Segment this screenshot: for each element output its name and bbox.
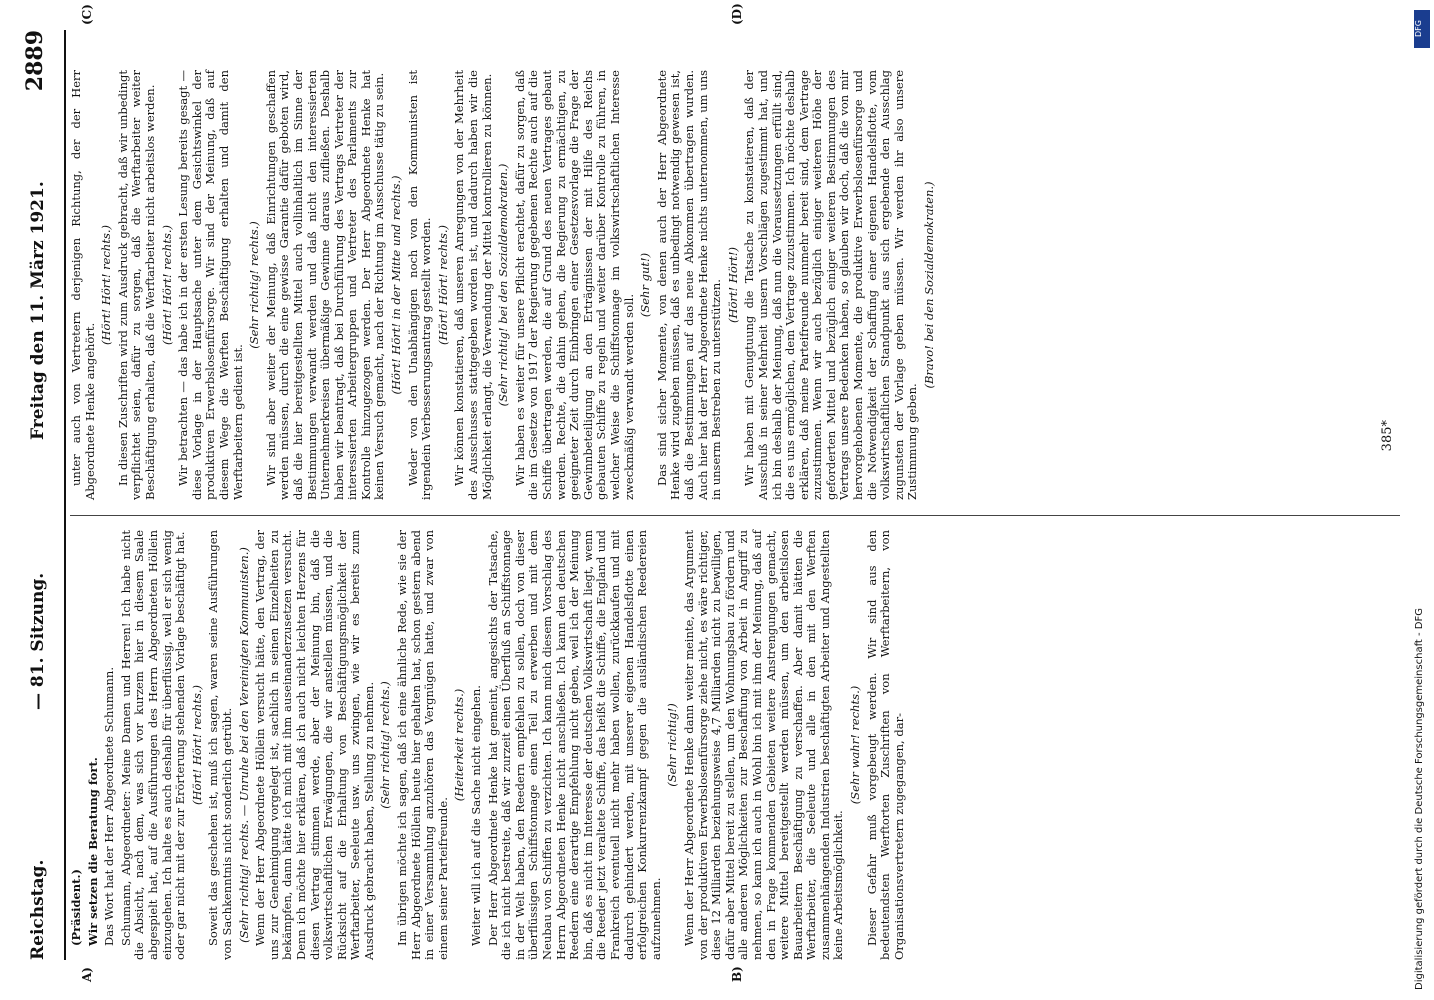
paragraph: Das Wort hat der Herr Abgeordnete Schumann.	[102, 667, 117, 946]
footer-number: 385*	[1380, 420, 1395, 452]
paragraph: (Präsident.)	[69, 869, 83, 946]
side-credit	[1414, 10, 1430, 990]
margin-marker-c: (C)	[80, 4, 94, 25]
paragraph: Wir sind aber weiter der Meinung, daß Einrichtungen geschaffen werden müssen, durch die eine gewisse Garantie dafür geboten wird, daß die hier bereitgestellten Mittel auch vollinhaltlich im Sinne der Bestimmungen verwandt werden und daß nicht den interessierten Unternehmerkreisen übermäßige Gewinne daraus zufließen. Deshalb haben wir beantragt, daß bei Durchführung des Vertrags Vertreter der interessierten Arbeitergruppen und Vertreter des Parlaments zur Kontrolle hinzugezogen werden. Der Herr Abgeordnete Henke hat keinen Versuch gemacht, nach der Richtung im Ausschusse tätig zu sein.	[263, 70, 387, 500]
interjection: (Hört! Hört! rechts.)	[435, 225, 450, 345]
text-column-right	[70, 70, 940, 500]
header-title: Reichstag.	[28, 859, 48, 960]
paragraph: In diesen Zuschriften wird zum Ausdruck gebracht, daß wir unbedingt verpflichtet seien, dafür zu sorgen, daß die Werftarbeiter weiter Beschäftigung erhalten, daß die Werftarbeiter nicht arbeitslos werden.	[115, 70, 157, 500]
interjection: (Sehr richtig!)	[665, 703, 680, 787]
paragraph: Wenn der Herr Abgeordnete Höllein versucht hätte, den Vertrag, der uns zur Genehmigung vorgelegt ist, sachlich in seinen Einzelheiten zu bekämpfen, dann hätte ich mich mit ihm auseinanderzusetzen versucht. Denn ich möchte hier erklären, daß ich auch nicht leichten Herzens für diesen Vertrag stimmen werde, aber der Meinung bin, daß die volkswirtschaftlichen Erwägungen, die wir anstellen müssen, und die Rücksicht auf die Erhaltung von Beschäftigungsmöglichkeit der Werftarbeiter, Seeleute usw. uns zwingen, wie wir es bereits zum Ausdruck gebracht haben, Stellung zu nehmen.	[253, 530, 376, 960]
paragraph: Wir haben es weiter für unsere Pflicht erachtet, dafür zu sorgen, daß die im Gesetze von 1917 der Regierung gegebenen Rechte auch auf die Schiffe übertragen werden, die auf Grund des neuen Vertrages gebaut werden. Rechte, die dahin gehen, die Regierung zu ermächtigen, zu geeigneter Zeit durch Einbringen einer Gesetzesvorlage die Frage der Gewinnbeteiligung an den Erträgnissen der mit Hilfe des Reichs gebauten Schiffe zu regeln und weiter darüber Kontrolle zu führen, in welcher Weise die Schiffstonnage im volkswirtschaftlichen Interesse zweckmäßig verwandt werden soll.	[512, 70, 636, 500]
column-divider	[70, 515, 1400, 516]
paragraph: Das sind sicher Momente, von denen auch der Herr Abgeordnete Henke wird zugeben müssen, daß es unbedingt notwendig gewesen ist, daß die Bestimmungen auf das neue Abkommen übertragen wurden. Auch hier hat der Herr Abgeordnete Henke nichts unternommen, um uns in unserm Bestreben zu unterstützen.	[654, 70, 724, 500]
page-header	[20, 30, 66, 960]
interjection: (Sehr wahr! rechts.)	[848, 685, 863, 805]
interjection: (Hört! Hört! rechts.)	[189, 685, 204, 805]
paragraph: Wenn der Herr Abgeordnete Henke dann weiter meinte, das Argument von der produktiven Erwerbslosenfürsorge ziehe nicht, es wäre richtiger, diese 12 Milliarden beziehungsweise 4,7 Milliarden nicht zu bewilligen, dafür aber Mittel bereit zu stellen, um den Wohnungsbau zu fördern und alle anderen Möglichkeiten zur Beschaffung von Arbeit in Angriff zu nehmen, so kann ich auch in Wohl bin ich mit ihm der Meinung, daß auf den in Frage kommenden Gebieten weitere Anstrengungen gemacht, weitere Mittel bereitgestellt werden müssen, um den arbeitslosen Bauarbeitern Beschäftigung zu verschaffen. Aber damit hätten die Werftarbeiter, die Seeleute und alle in den mit den Werften zusammenhängenden Industrien beschäftigten Arbeiter und Angestellten keine Arbeitsmöglichkeit.	[681, 530, 846, 960]
paragraph: Wir betrachten — das habe ich in der ersten Lesung bereits gesagt — diese Vorlage in der Hauptsache unter dem Gesichtswinkel der produktiven Erwerbslosenfürsorge. Wir sind der Meinung, daß auf diesem Wege die Werften Beschäftigung erhalten und damit den Werftarbeitern gedient ist.	[176, 70, 245, 500]
interjection: (Sehr gut!)	[638, 252, 653, 318]
interjection: (Bravo! bei den Sozialdemokraten.)	[922, 181, 937, 389]
interjection: (Sehr richtig! rechts.)	[378, 681, 393, 809]
paragraph: Wir setzen die Beratung fort.	[85, 757, 100, 946]
interjection: (Heiterkeit rechts.)	[452, 688, 467, 802]
interjection: (Sehr richtig! rechts. — Unruhe bei den Vereinigten Kommunisten.)	[236, 547, 251, 943]
text-column-left	[70, 530, 909, 960]
paragraph: unter auch von Vertretern derjenigen Richtung, der der Herr Abgeordnete Henke angehört.	[69, 70, 97, 500]
paragraph: Dieser Gefahr muß vorgebeugt werden. Wir sind aus den bedeutendsten Werftorten Zuschriften von Werftarbeitern, von Organisationsvertretern zugegangen, dar-	[864, 530, 906, 960]
paragraph: Weiter will ich auf die Sache nicht eingehen.	[469, 685, 484, 946]
paragraph: Weder von den Unabhängigen noch von den Kommunisten ist irgendein Verbesserungsantrag gestellt worden.	[405, 70, 434, 500]
margin-marker-b: B)	[730, 966, 744, 982]
side-credit-text: Digitalisierung gefördert durch die Deutsche Forschungsgemeinschaft - DFG	[1414, 607, 1425, 990]
header-session: — 81. Sitzung.	[28, 572, 48, 710]
paragraph: Im übrigen möchte ich sagen, daß ich eine ähnliche Rede, wie sie der Herr Abgeordnete Höllein heute hier gehalten hat, schon gestern abend in einer Versammlung anzuhören das Vergnügen hatte, und zwar von einem seiner Parteifreunde.	[395, 530, 450, 960]
header-date: Freitag den 11. März 1921.	[28, 181, 48, 440]
paragraph: Der Herr Abgeordnete Henke hat gemeint, angesichts der Tatsache, die ich nicht bestreite, daß wir zurzeit einen Überfluß an Schiffstonnage in der Welt haben, den Reedern empfehlen zu sollen, doch von dieser überflüssigen Schiffstonnage einen Teil zu erwerben und mit dem Neubau von Schiffen zu verzichten. Ich kann mich diesem Vorschlag des Herrn Abgeordneten Henke nicht anschließen. Ich kann den deutschen Reedern eine derartige Empfehlung nicht geben, weil ich der Meinung bin, daß es nicht im Interesse der deutschen Volkswirtschaft liegt, wenn die Reeder jetzt veraltete Schiffe, das heißt die Schiffe, die England und Frankreich eventuell nicht mehr haben wollen, zurückkaufen und mit dadurch gehindert werden, mit unserer eigenen Handelsflotte einen erfolgreichen Konkurrenzkampf gegen die ausländischen Reedereien aufzunehmen.	[485, 530, 663, 960]
interjection: (Sehr richtig! bei den Sozialdemokraten.)	[496, 163, 511, 407]
paragraph: Wir können konstatieren, daß unseren Anregungen von der Mehrheit des Ausschusses stattgegeben worden ist, und dadurch haben wir die Möglichkeit erlangt, die Verwendung der Mittel kontrollieren zu können.	[452, 70, 494, 500]
margin-marker-d: (D)	[730, 3, 744, 25]
interjection: (Hört! Hört! in der Mitte und rechts.)	[389, 175, 404, 395]
interjection: (Hört! Hört!)	[725, 247, 740, 324]
dfg-logo: DFG	[1414, 10, 1430, 48]
interjection: (Sehr richtig! rechts.)	[247, 221, 262, 349]
paragraph: Wir haben mit Genugtuung die Tatsache zu konstatieren, daß der Ausschuß in seiner Mehrheit unsern Vorschlägen zugestimmt hat, und ich bin deshalb der Meinung, daß nun die Voraussetzungen erfüllt sind, die es uns ermöglichen, dem Vertrage zuzustimmen. Ich möchte deshalb erklären, daß meine Parteifreunde nunmehr bereit sind, dem Vertrage zuzustimmen. Wenn wir auch bezüglich einiger weiteren Höhe der geforderten Mittel und bezüglich einiger weiteren Bestimmungen des Vertrags unsere Bedenken haben, so glauben wir doch, daß die von mir hervorgehobenen Momente, die produktive Erwerbslosenfürsorge und die Notwendigkeit der Schaffung einer eigenen Handelsflotte, vom volkswirtschaftlichen Standpunkt aus sich ergebende den Ausschlag zugunsten der Vorlage geben müssen. Wir werden ihr also unsere Zustimmung geben.	[742, 70, 920, 500]
paragraph: Soweit das geschehen ist, muß ich sagen, waren seine Ausführungen von Sachkenntnis nicht sonderlich getrübt.	[206, 530, 234, 960]
interjection: (Hört! Hört! rechts.)	[159, 225, 174, 345]
interjection: (Hört! Hört! rechts.)	[99, 225, 114, 345]
margin-marker-a: A)	[80, 967, 94, 982]
page-number: 2889	[22, 30, 48, 92]
paragraph: Schumann, Abgeordneter: Meine Damen und Herren! Ich habe nicht die Absicht, nach dem, was sich vor kurzem hier in diesem Saale abgespielt hat, auf die Ausführungen des Herrn Abgeordneten Höllein einzugehen. Ich halte es auch deshalb für überflüssig, weil er sich wenig oder gar nicht mit der zur Erörterung stehenden Vorlage beschäftigt hat.	[118, 530, 188, 960]
